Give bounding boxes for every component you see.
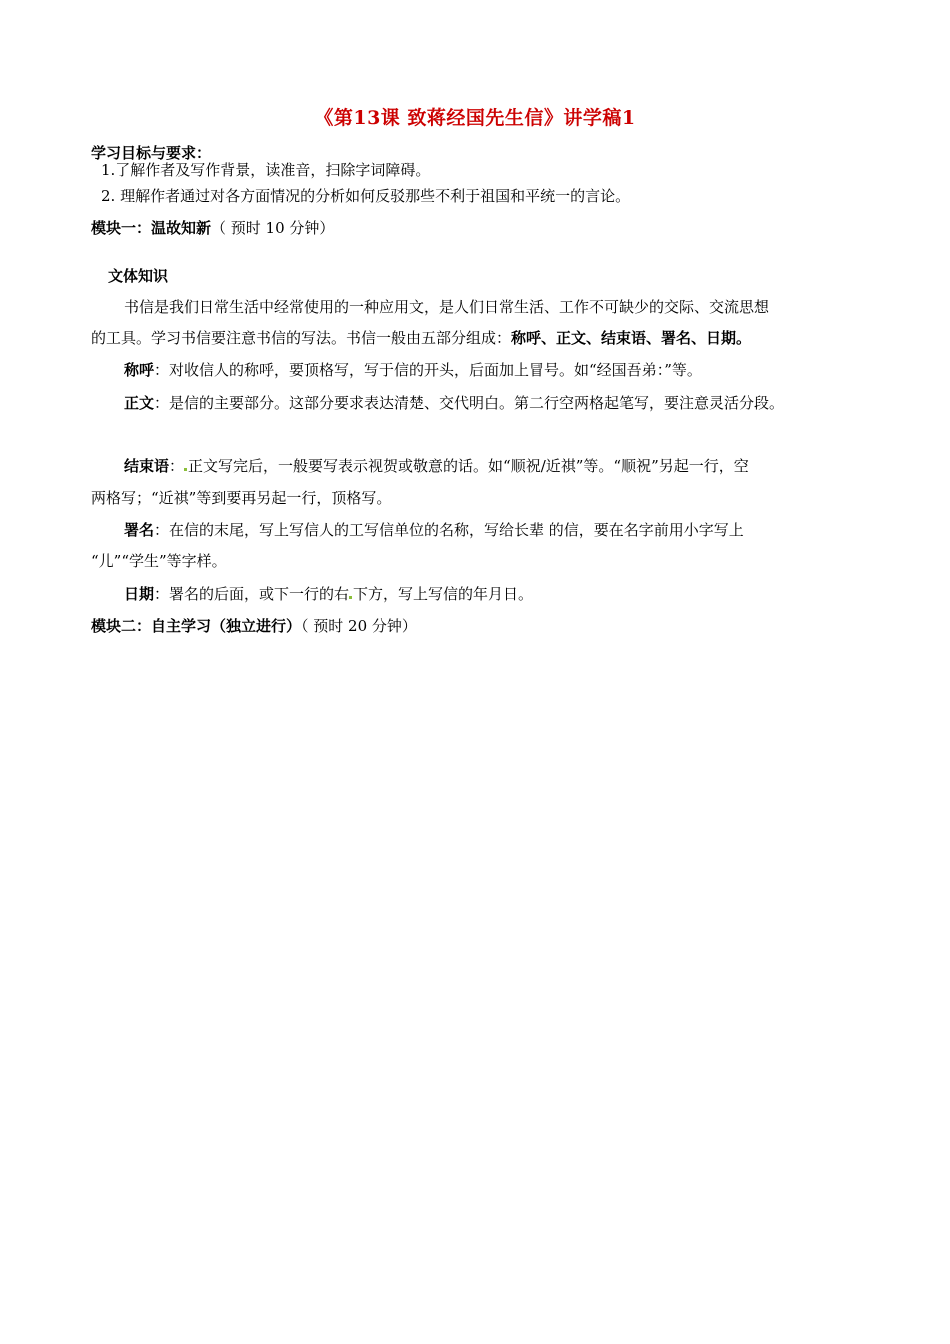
salutation-paragraph — [124, 360, 702, 380]
edit-mark — [184, 468, 187, 471]
closing-text-1: 正文写完后，一般要写表示视贺或敬意的话。如“顺祝/近祺”等。“顺祝”另起一行，空 — [188, 457, 749, 475]
closing-paragraph-line-1 — [124, 456, 749, 476]
module-1-label: 模块一：温故知新 — [91, 219, 212, 237]
module-2-header — [91, 616, 417, 636]
edit-mark — [349, 596, 352, 599]
genre-heading: 文体知识 — [108, 267, 169, 285]
signature-paragraph-line-1 — [124, 520, 744, 540]
module-1-header — [91, 218, 334, 238]
date-paragraph — [124, 584, 533, 604]
module-2-time: （ 预时 20 分钟） — [301, 617, 417, 635]
genre-intro-line-2 — [91, 328, 751, 348]
body-label: 正文 — [124, 394, 155, 412]
salutation-label: 称呼 — [124, 361, 155, 379]
genre-intro-line-1: 书信是我们日常生活中经常使用的一种应用文，是人们日常生活、工作不可缺少的交际、交流思想 — [124, 298, 770, 316]
page-title: 《第13课 致蒋经国先生信》讲学稿1 — [314, 107, 636, 129]
date-text-b: 下方，写上写信的年月日。 — [353, 585, 534, 603]
closing-paragraph-line-2: 两格写；“近祺”等到要再另起一行，顶格写。 — [91, 489, 392, 507]
date-label: 日期 — [124, 585, 155, 603]
closing-label: 结束语 — [124, 457, 170, 475]
module-1-time: （ 预时 10 分钟） — [211, 219, 335, 237]
body-paragraph — [124, 393, 784, 413]
module-2-label: 模块二：自主学习（独立进行） — [91, 617, 302, 635]
signature-label: 署名 — [124, 521, 155, 539]
objectives-heading: 学习目标与要求： — [91, 144, 212, 162]
objective-item-1: 1.了解作者及写作背景，读准音，扫除字词障碍。 — [101, 161, 431, 179]
closing-colon: ： — [169, 457, 185, 475]
date-text-a: ：署名的后面，或下一行的右 — [154, 585, 350, 603]
genre-intro-text: 的工具。学习书信要注意书信的写法。书信一般由五部分组成： — [91, 329, 512, 347]
signature-text-1: ：在信的末尾，写上写信人的工写信单位的名称，写给长辈 的信，要在名字前用小字写上 — [154, 521, 744, 539]
signature-paragraph-line-2: “儿”“学生”等字样。 — [91, 552, 227, 570]
body-text: ：是信的主要部分。这部分要求表达清楚、交代明白。第二行空两格起笔写，要注意灵活分段。 — [154, 394, 785, 412]
objective-item-2: 2. 理解作者通过对各方面情况的分析如何反驳那些不利于祖国和平统一的言论。 — [101, 187, 631, 205]
genre-intro-parts: 称呼、正文、结束语、署名、日期。 — [511, 329, 752, 347]
salutation-text: ：对收信人的称呼，要顶格写，写于信的开头，后面加上冒号。如“经国吾弟：”等。 — [154, 361, 702, 379]
